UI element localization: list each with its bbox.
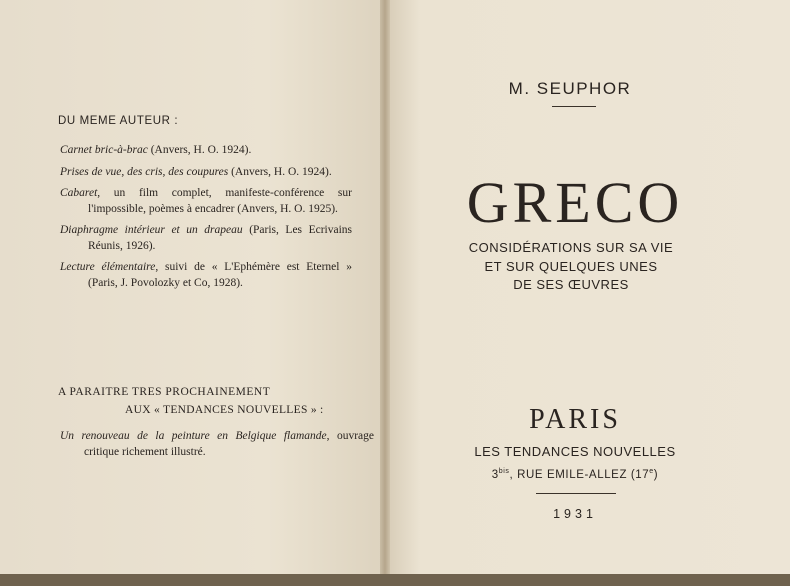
address-end: )	[653, 468, 659, 481]
author-name: M. SEUPHOR	[508, 79, 632, 98]
work-item	[60, 165, 352, 181]
address-rule	[536, 493, 616, 494]
subtitle-line: CONSIDÉRATIONS SUR SA VIE	[468, 240, 674, 255]
forthcoming-item	[60, 429, 374, 460]
publisher-address	[440, 468, 710, 481]
work-item	[60, 260, 352, 291]
same-author-heading: DU MEME AUTEUR :	[58, 115, 179, 127]
book-subtitle	[430, 239, 712, 295]
subtitle-line: DE SES ŒUVRES	[513, 277, 629, 292]
work-item	[60, 223, 352, 254]
address-number: 3	[491, 468, 499, 481]
address-street: , RUE EMILE-ALLEZ (17	[509, 468, 650, 481]
work-item	[60, 143, 352, 159]
publication-year: 1931	[553, 507, 597, 521]
work-item	[60, 186, 352, 217]
publication-city: PARIS	[529, 404, 621, 435]
work-title: Prises de vue, des cris, des coupures	[60, 165, 229, 178]
book-title: GRECO	[466, 170, 684, 235]
work-details: (Anvers, H. O. 1924).	[228, 165, 332, 178]
author-rule	[552, 106, 596, 107]
work-title: Cabaret	[60, 187, 98, 199]
left-page-content	[0, 0, 382, 586]
works-list	[60, 143, 352, 297]
work-title: Carnet bric-à-brac	[60, 144, 148, 156]
forthcoming-heading: A PARAITRE TRES PROCHAINEMENT	[58, 386, 271, 398]
work-details: (Anvers, H. O. 1924).	[147, 144, 252, 156]
work-details: (Paris, Les Ecrivains Réunis, 1926).	[88, 224, 352, 252]
work-details: , un film complet, manifeste-conférence sur l'impossible, poèmes à encadrer (Anvers, H. O. 1925).	[88, 187, 352, 215]
forthcoming-details: , ouvrage critique richement illustré.	[84, 430, 374, 458]
address-arrondissement-sup: e	[649, 468, 654, 475]
forthcoming-publisher: AUX « TENDANCES NOUVELLES » :	[125, 404, 324, 416]
publisher-name: LES TENDANCES NOUVELLES	[474, 444, 676, 459]
work-title: Diaphragme intérieur et un drapeau	[60, 224, 243, 236]
forthcoming-title: Un renouveau de la peinture en Belgique flamande	[60, 430, 327, 442]
work-details: , suivi de « L'Ephémère est Eternel » (Paris, J. Povolozky et Co, 1928).	[88, 261, 352, 289]
subtitle-line: ET SUR QUELQUES UNES	[484, 258, 658, 274]
address-bis: bis	[498, 468, 510, 475]
work-title: Lecture élémentaire	[60, 261, 156, 273]
